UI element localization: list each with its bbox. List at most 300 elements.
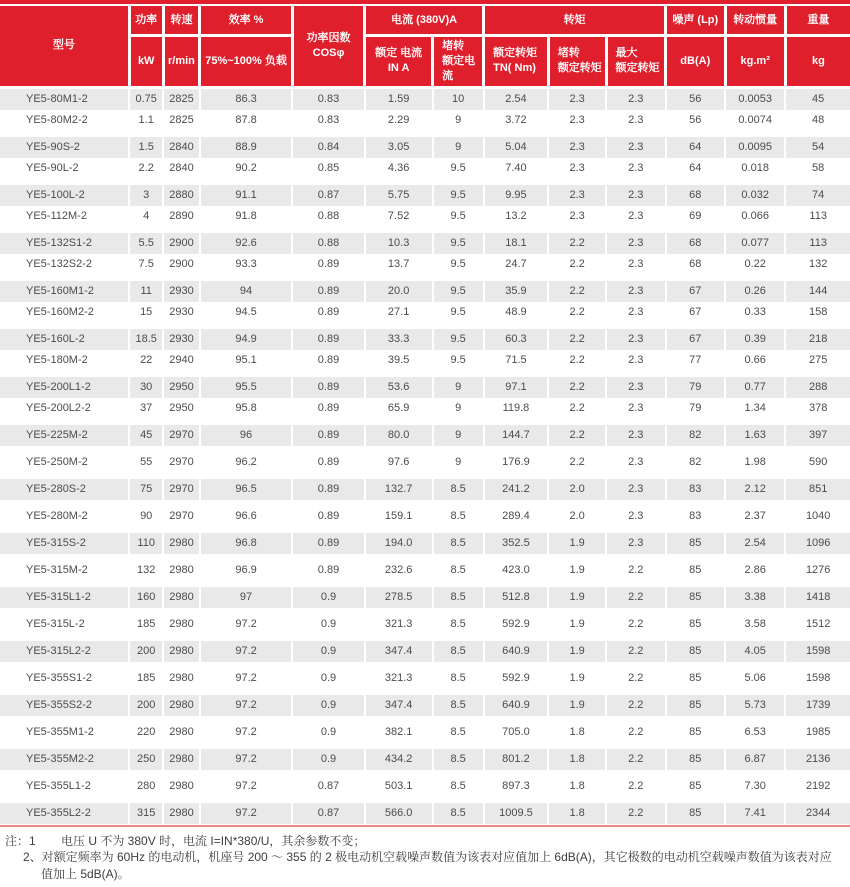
model-cell: YE5-200L2-2 [0,398,129,419]
table-row [0,425,850,446]
value-cell: 1.8 [548,776,606,797]
value-cell: 2.2 [548,350,606,371]
value-cell: 8.5 [433,641,484,662]
value-cell: 2.3 [548,137,606,158]
value-cell: 0.87 [292,185,364,206]
value-cell: 68 [666,233,726,254]
value-cell: 2980 [163,533,200,554]
value-cell: 9 [433,425,484,446]
value-cell: 8.5 [433,506,484,527]
col-header-label: 转动惯量 [733,13,778,26]
value-cell: 3 [129,185,163,206]
value-cell: 68 [666,254,726,275]
value-cell: 91.1 [200,185,293,206]
value-cell: 1096 [785,533,850,554]
model-cell: YE5-90S-2 [0,137,129,158]
value-cell: 592.9 [484,668,549,689]
value-cell: 1598 [785,668,850,689]
value-cell: 4.05 [725,641,785,662]
model-cell: YE5-280M-2 [0,506,129,527]
value-cell: 1.8 [548,749,606,770]
value-cell: 159.1 [365,506,433,527]
value-cell: 2970 [163,506,200,527]
value-cell: 85 [666,803,726,824]
value-cell: 9 [433,452,484,473]
value-cell: 158 [785,302,850,323]
value-cell: 2.29 [365,110,433,131]
value-cell: 185 [129,614,163,635]
value-cell: 1.9 [548,641,606,662]
footnote-1-text: 电压 U 不为 380V 时，电流 I=IN*380/U，其余参数不变； [61,833,366,848]
value-cell: 69 [666,206,726,227]
model-cell: YE5-100L-2 [0,185,129,206]
col-header-label: 75%~100% 负载 [205,54,287,67]
value-cell: 13.2 [484,206,549,227]
value-cell: 85 [666,641,726,662]
value-cell: 0.0095 [725,137,785,158]
table-header [0,6,850,87]
table-row [0,398,850,419]
value-cell: 56 [666,87,726,110]
col-header-model [0,6,129,87]
footnote-2: 2、对额定频率为 60Hz 的电动机，机座号 200 ～ 355 的 2 极电动机空载噪声数值为该表对应值加上 6dB(A)，其它极数的电动机空载噪声数值为该表对应值加上 5dB(A)。 [23,850,832,882]
table-row [0,560,850,581]
value-cell: 71.5 [484,350,549,371]
table-row [0,254,850,275]
value-cell: 144.7 [484,425,549,446]
value-cell: 321.3 [365,614,433,635]
table-body [0,87,850,824]
value-cell: 2.2 [606,587,666,608]
value-cell: 85 [666,533,726,554]
value-cell: 2.2 [606,749,666,770]
value-cell: 2980 [163,695,200,716]
value-cell: 2840 [163,137,200,158]
value-cell: 0.87 [292,803,364,824]
value-cell: 2.0 [548,479,606,500]
value-cell: 85 [666,668,726,689]
value-cell: 2.2 [606,614,666,635]
model-cell: YE5-315M-2 [0,560,129,581]
model-cell: YE5-132S2-2 [0,254,129,275]
value-cell: 0.89 [292,560,364,581]
value-cell: 3.05 [365,137,433,158]
value-cell: 382.1 [365,722,433,743]
value-cell: 2980 [163,587,200,608]
value-cell: 566.0 [365,803,433,824]
value-cell: 7.5 [129,254,163,275]
value-cell: 7.41 [725,803,785,824]
value-cell: 0.89 [292,350,364,371]
value-cell: 85 [666,587,726,608]
col-header-label: 功率 [135,13,158,26]
value-cell: 2.2 [606,722,666,743]
value-cell: 2980 [163,614,200,635]
value-cell: 512.8 [484,587,549,608]
value-cell: 48 [785,110,850,131]
model-cell: YE5-355S1-2 [0,668,129,689]
col-header-weight [785,6,850,36]
value-cell: 9.5 [433,350,484,371]
col-header-line: 最大 [615,47,638,60]
value-cell: 95.8 [200,398,293,419]
value-cell: 8.5 [433,776,484,797]
col-header-rated-torque [484,36,549,88]
value-cell: 0.066 [725,206,785,227]
value-cell: 278.5 [365,587,433,608]
value-cell: 9.5 [433,185,484,206]
value-cell: 315 [129,803,163,824]
value-cell: 119.8 [484,398,549,419]
value-cell: 250 [129,749,163,770]
value-cell: 9.5 [433,158,484,179]
value-cell: 96.2 [200,452,293,473]
value-cell: 2.2 [606,695,666,716]
value-cell: 1.8 [548,722,606,743]
value-cell: 592.9 [484,614,549,635]
value-cell: 60.3 [484,329,549,350]
value-cell: 67 [666,302,726,323]
model-cell: YE5-250M-2 [0,452,129,473]
value-cell: 1739 [785,695,850,716]
value-cell: 1.9 [548,668,606,689]
footnote-1 [3,833,842,850]
value-cell: 2.2 [548,281,606,302]
value-cell: 0.9 [292,749,364,770]
value-cell: 2970 [163,425,200,446]
col-header-speed [163,6,200,36]
value-cell: 2.3 [606,206,666,227]
value-cell: 1.34 [725,398,785,419]
value-cell: 35.9 [484,281,549,302]
value-cell: 96.9 [200,560,293,581]
col-header-label: kg.m² [740,54,770,67]
value-cell: 378 [785,398,850,419]
value-cell: 37 [129,398,163,419]
value-cell: 280 [129,776,163,797]
value-cell: 0.0074 [725,110,785,131]
col-unit-power [129,36,163,88]
value-cell: 2.2 [548,377,606,398]
value-cell: 2.3 [606,281,666,302]
value-cell: 94.9 [200,329,293,350]
value-cell: 2980 [163,668,200,689]
value-cell: 30 [129,377,163,398]
value-cell: 6.87 [725,749,785,770]
col-header-line: COSφ [312,46,345,59]
col-header-label: 转速 [170,13,193,26]
col-header-locked-torque [548,36,606,88]
value-cell: 132 [129,560,163,581]
model-cell: YE5-355S2-2 [0,695,129,716]
table-row [0,722,850,743]
value-cell: 185 [129,668,163,689]
value-cell: 97 [200,587,293,608]
value-cell: 220 [129,722,163,743]
value-cell: 92.6 [200,233,293,254]
table-row [0,206,850,227]
value-cell: 3.38 [725,587,785,608]
value-cell: 15 [129,302,163,323]
value-cell: 1.1 [129,110,163,131]
col-header-noise [666,6,726,36]
col-header-label: 型号 [52,39,75,52]
value-cell: 20.0 [365,281,433,302]
col-header-line: 额定转矩 [615,62,660,75]
value-cell: 1040 [785,506,850,527]
value-cell: 321.3 [365,668,433,689]
value-cell: 2.3 [606,137,666,158]
value-cell: 2.3 [606,452,666,473]
value-cell: 7.40 [484,158,549,179]
value-cell: 18.5 [129,329,163,350]
model-cell: YE5-132S1-2 [0,233,129,254]
value-cell: 218 [785,329,850,350]
value-cell: 110 [129,533,163,554]
value-cell: 8.5 [433,587,484,608]
table-row [0,281,850,302]
col-header-line: IN A [387,62,410,75]
value-cell: 0.83 [292,110,364,131]
value-cell: 0.89 [292,425,364,446]
value-cell: 2980 [163,803,200,824]
value-cell: 97.1 [484,377,549,398]
value-cell: 0.84 [292,137,364,158]
value-cell: 0.89 [292,506,364,527]
value-cell: 2.2 [606,668,666,689]
value-cell: 2.3 [606,506,666,527]
value-cell: 64 [666,158,726,179]
value-cell: 801.2 [484,749,549,770]
value-cell: 640.9 [484,641,549,662]
table-row [0,587,850,608]
value-cell: 96.8 [200,533,293,554]
value-cell: 2980 [163,641,200,662]
value-cell: 2970 [163,479,200,500]
table-row [0,87,850,110]
value-cell: 96.6 [200,506,293,527]
value-cell: 56 [666,110,726,131]
table-row [0,137,850,158]
table-row [0,479,850,500]
value-cell: 503.1 [365,776,433,797]
value-cell: 79 [666,377,726,398]
table-row [0,350,850,371]
value-cell: 39.5 [365,350,433,371]
value-cell: 87.8 [200,110,293,131]
table-row [0,506,850,527]
table-row [0,533,850,554]
value-cell: 90.2 [200,158,293,179]
value-cell: 27.1 [365,302,433,323]
value-cell: 1.63 [725,425,785,446]
value-cell: 0.9 [292,587,364,608]
value-cell: 3.58 [725,614,785,635]
value-cell: 2930 [163,329,200,350]
table-row [0,452,850,473]
value-cell: 67 [666,329,726,350]
value-cell: 897.3 [484,776,549,797]
col-header-line: 堵转 [442,40,465,52]
value-cell: 2970 [163,452,200,473]
value-cell: 85 [666,614,726,635]
model-cell: YE5-225M-2 [0,425,129,446]
value-cell: 90 [129,506,163,527]
value-cell: 5.06 [725,668,785,689]
value-cell: 705.0 [484,722,549,743]
value-cell: 200 [129,695,163,716]
value-cell: 8.5 [433,722,484,743]
value-cell: 0.85 [292,158,364,179]
col-header-line: 功率因数 [306,31,351,44]
col-header-label: 噪声 (Lp) [672,13,719,26]
table-row [0,776,850,797]
model-cell: YE5-315S-2 [0,533,129,554]
value-cell: 0.9 [292,695,364,716]
value-cell: 2.3 [548,158,606,179]
value-cell: 2.3 [606,302,666,323]
value-cell: 4 [129,206,163,227]
value-cell: 1.9 [548,695,606,716]
col-unit-efficiency [200,36,293,88]
value-cell: 8.5 [433,479,484,500]
value-cell: 64 [666,137,726,158]
table-row [0,641,850,662]
value-cell: 640.9 [484,695,549,716]
value-cell: 2980 [163,722,200,743]
col-unit-weight [785,36,850,88]
value-cell: 96.5 [200,479,293,500]
value-cell: 96 [200,425,293,446]
value-cell: 9 [433,110,484,131]
value-cell: 2940 [163,350,200,371]
value-cell: 2.3 [606,533,666,554]
model-cell: YE5-160L-2 [0,329,129,350]
value-cell: 9 [433,398,484,419]
value-cell: 2.2 [548,254,606,275]
value-cell: 2900 [163,233,200,254]
value-cell: 1.59 [365,87,433,110]
value-cell: 8.5 [433,533,484,554]
value-cell: 2.3 [548,206,606,227]
value-cell: 22 [129,350,163,371]
value-cell: 347.4 [365,641,433,662]
value-cell: 1.98 [725,452,785,473]
value-cell: 2.2 [548,302,606,323]
value-cell: 8.5 [433,668,484,689]
col-header-label: kW [137,54,155,67]
value-cell: 1.9 [548,560,606,581]
col-unit-speed [163,36,200,88]
value-cell: 2.2 [606,776,666,797]
value-cell: 0.9 [292,722,364,743]
model-cell: YE5-200L1-2 [0,377,129,398]
value-cell: 97.2 [200,614,293,635]
col-header-power-factor [292,6,364,87]
value-cell: 45 [129,425,163,446]
table-row [0,695,850,716]
col-header-line: 额定转矩 [493,47,538,60]
value-cell: 8.5 [433,614,484,635]
value-cell: 0.89 [292,254,364,275]
value-cell: 4.36 [365,158,433,179]
value-cell: 289.4 [484,506,549,527]
value-cell: 2.3 [548,185,606,206]
value-cell: 68 [666,185,726,206]
value-cell: 232.6 [365,560,433,581]
value-cell: 2.3 [606,233,666,254]
value-cell: 0.89 [292,479,364,500]
value-cell: 0.33 [725,302,785,323]
model-cell: YE5-160M2-2 [0,302,129,323]
value-cell: 0.83 [292,87,364,110]
col-header-line: 额定转矩 [557,62,602,75]
value-cell: 2840 [163,158,200,179]
value-cell: 8.5 [433,560,484,581]
table-row [0,110,850,131]
col-group-current [365,6,484,36]
value-cell: 0.89 [292,377,364,398]
model-cell: YE5-180M-2 [0,350,129,371]
value-cell: 2.3 [606,110,666,131]
value-cell: 2.3 [606,479,666,500]
value-cell: 0.88 [292,233,364,254]
value-cell: 2880 [163,185,200,206]
value-cell: 2192 [785,776,850,797]
model-cell: YE5-355M1-2 [0,722,129,743]
value-cell: 86.3 [200,87,293,110]
value-cell: 5.04 [484,137,549,158]
value-cell: 94.5 [200,302,293,323]
value-cell: 83 [666,479,726,500]
value-cell: 0.0053 [725,87,785,110]
value-cell: 97.2 [200,668,293,689]
value-cell: 2.37 [725,506,785,527]
value-cell: 2.2 [606,803,666,824]
col-header-line: 堵转 [557,47,580,60]
value-cell: 97.2 [200,749,293,770]
value-cell: 2.2 [548,452,606,473]
value-cell: 91.8 [200,206,293,227]
value-cell: 423.0 [484,560,549,581]
footnotes [0,827,850,887]
table-row [0,233,850,254]
value-cell: 85 [666,722,726,743]
value-cell: 113 [785,206,850,227]
value-cell: 5.73 [725,695,785,716]
table-row [0,377,850,398]
value-cell: 1.5 [129,137,163,158]
value-cell: 65.9 [365,398,433,419]
value-cell: 85 [666,776,726,797]
value-cell: 75 [129,479,163,500]
value-cell: 48.9 [484,302,549,323]
col-unit-noise [666,36,726,88]
value-cell: 2.54 [725,533,785,554]
value-cell: 80.0 [365,425,433,446]
value-cell: 8.5 [433,749,484,770]
value-cell: 132.7 [365,479,433,500]
value-cell: 2.2 [548,329,606,350]
value-cell: 0.26 [725,281,785,302]
value-cell: 9 [433,137,484,158]
value-cell: 7.30 [725,776,785,797]
value-cell: 45 [785,87,850,110]
value-cell: 0.89 [292,533,364,554]
model-cell: YE5-315L2-2 [0,641,129,662]
value-cell: 82 [666,452,726,473]
value-cell: 2.3 [606,329,666,350]
